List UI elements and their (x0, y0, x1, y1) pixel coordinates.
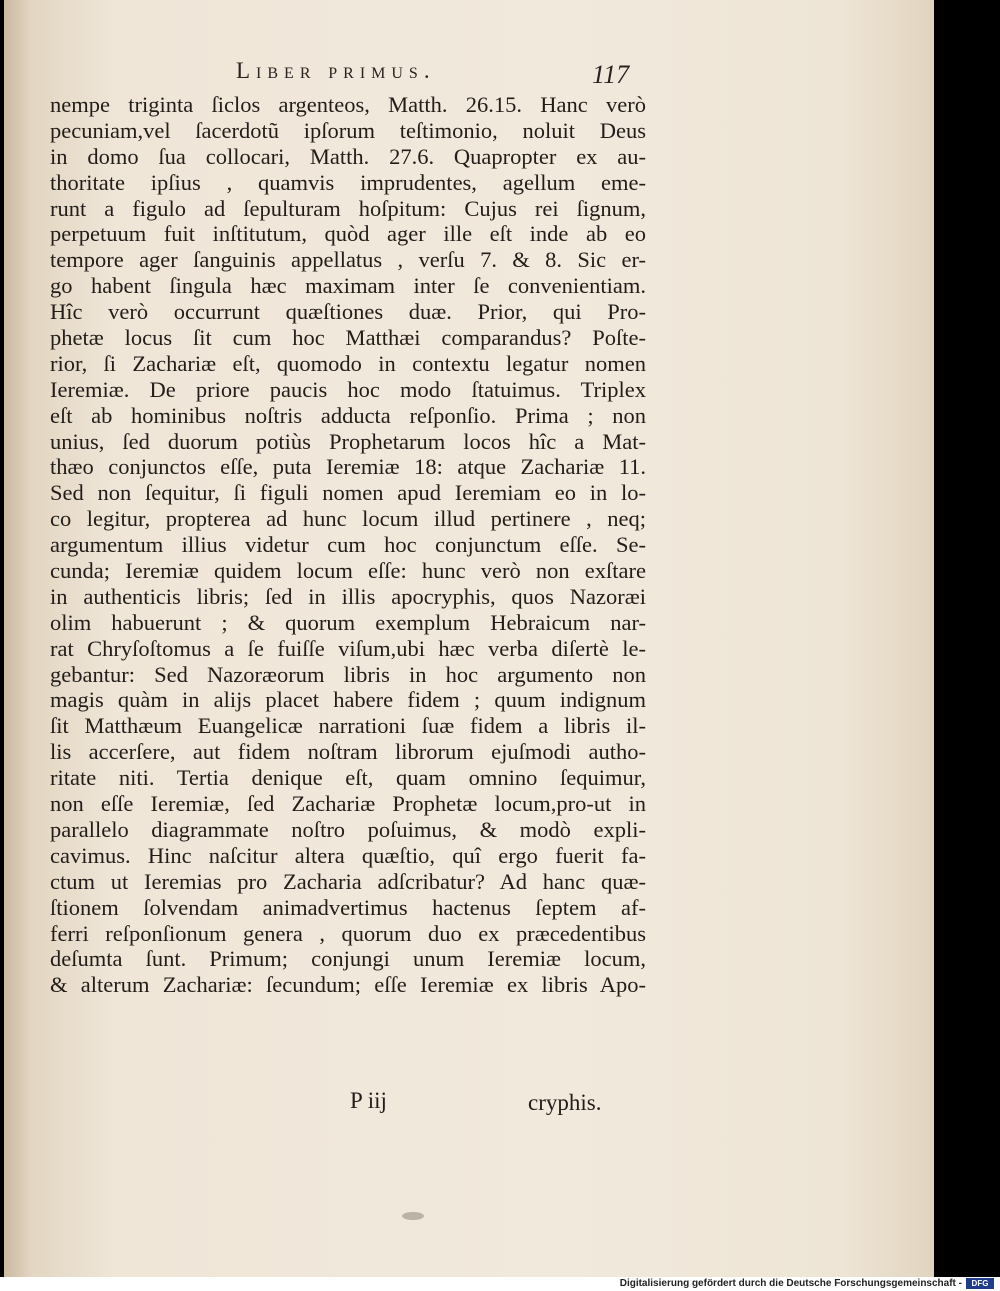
text-line: go habent ſingula hæc maximam inter ſe convenientiam. (50, 273, 646, 299)
text-line: perpetuum fuit inſtitutum, quòd ager ille eſt inde ab eo (50, 221, 646, 247)
page-number: 117 (592, 60, 630, 89)
text-line: unius, ſed duorum potiùs Prophetarum locos hîc a Mat- (50, 428, 646, 454)
text-line: argumentum illius videtur cum hoc conjunctum eſſe. Se- (50, 532, 646, 558)
text-line: & alterum Zachariæ: ſecundum; eſſe Ieremiæ ex libris Apo- (50, 972, 646, 998)
text-line: nempe triginta ſiclos argenteos, Matth. 26.15. Hanc verò (50, 92, 646, 117)
book-page (4, 0, 934, 1277)
text-line: ſit Matthæum Euangelicæ narrationi ſuæ fidem a libris il- (50, 713, 646, 739)
text-line: runt a figulo ad ſepulturam hoſpitum: Cujus rei ſignum, (50, 195, 646, 221)
dfg-logo: DFG (966, 1278, 994, 1289)
funding-credit: Digitalisierung gefördert durch die Deutsche Forschungsgemeinschaft - (619, 1278, 962, 1289)
text-line: in authenticis libris; ſed in illis apocryphis, quos Nazoræi (50, 583, 646, 609)
catchword: cryphis. (528, 1090, 602, 1115)
text-line: co legitur, propterea ad hunc locum illud pertinere , neq; (50, 506, 646, 532)
text-line: olim habuerunt ; & quorum exemplum Hebraicum nar- (50, 609, 646, 635)
text-line: in domo ſua collocari, Matth. 27.6. Quapropter ex au- (50, 143, 646, 169)
text-line: thoritate ipſius , quamvis imprudentes, agellum eme- (50, 169, 646, 195)
signature-mark: P iij (350, 1088, 387, 1113)
text-line: Ieremiæ. De priore paucis hoc modo ſtatuimus. Triplex (50, 376, 646, 402)
text-line: ſtionem ſolvendam animadvertimus hactenus ſeptem af- (50, 894, 646, 920)
text-line: thæo conjunctos eſſe, puta Ieremiæ 18: atque Zachariæ 11. (50, 454, 646, 480)
text-line: lis accerſere, aut fidem noſtram librorum ejuſmodi autho- (50, 739, 646, 765)
text-line: rior, ſi Zachariæ eſt, quomodo in contextu legatur nomen (50, 350, 646, 376)
text-line: tempore ager ſanguinis appellatus , verſu 7. & 8. Sic er- (50, 247, 646, 273)
text-line: eſt ab hominibus noſtris adducta reſponſio. Prima ; non (50, 402, 646, 428)
ink-smudge (402, 1212, 424, 1220)
text-line: ctum ut Ieremias pro Zacharia adſcribatur? Ad hanc quæ- (50, 868, 646, 894)
text-line: phetæ locus ſit cum hoc Matthæi comparandus? Poſte- (50, 325, 646, 351)
text-line: pecuniam,vel ſacerdotũ ipſorum teſtimonio, noluit Deus (50, 117, 646, 143)
text-line: gebantur: Sed Nazoræorum libris in hoc argumento non (50, 661, 646, 687)
text-line: non eſſe Ieremiæ, ſed Zachariæ Prophetæ locum,pro-ut in (50, 791, 646, 817)
body-text (50, 92, 646, 998)
text-line: rat Chryſoſtomus a ſe fuiſſe viſum,ubi hæc verba diſertè le- (50, 635, 646, 661)
text-line: deſumta ſunt. Primum; conjungi unum Ieremiæ locum, (50, 946, 646, 972)
text-line: magis quàm in alijs placet habere fidem ; quum indignum (50, 687, 646, 713)
running-head: Liber primus. (236, 58, 436, 83)
text-line: parallelo diagrammate noſtro poſuimus, & modò expli- (50, 816, 646, 842)
text-line: cavimus. Hinc naſcitur altera quæſtio, quî ergo fuerit fa- (50, 842, 646, 868)
text-line: ritate niti. Tertia denique eſt, quam omnino ſequimur, (50, 765, 646, 791)
text-line: Sed non ſequitur, ſi figuli nomen apud Ieremiam eo in lo- (50, 480, 646, 506)
text-line: Hîc verò occurrunt quæſtiones duæ. Prior, qui Pro- (50, 299, 646, 325)
text-line: cunda; Ieremiæ quidem locum eſſe: hunc verò non exſtare (50, 558, 646, 584)
text-line: ferri reſponſionum genera , quorum duo ex præcedentibus (50, 920, 646, 946)
